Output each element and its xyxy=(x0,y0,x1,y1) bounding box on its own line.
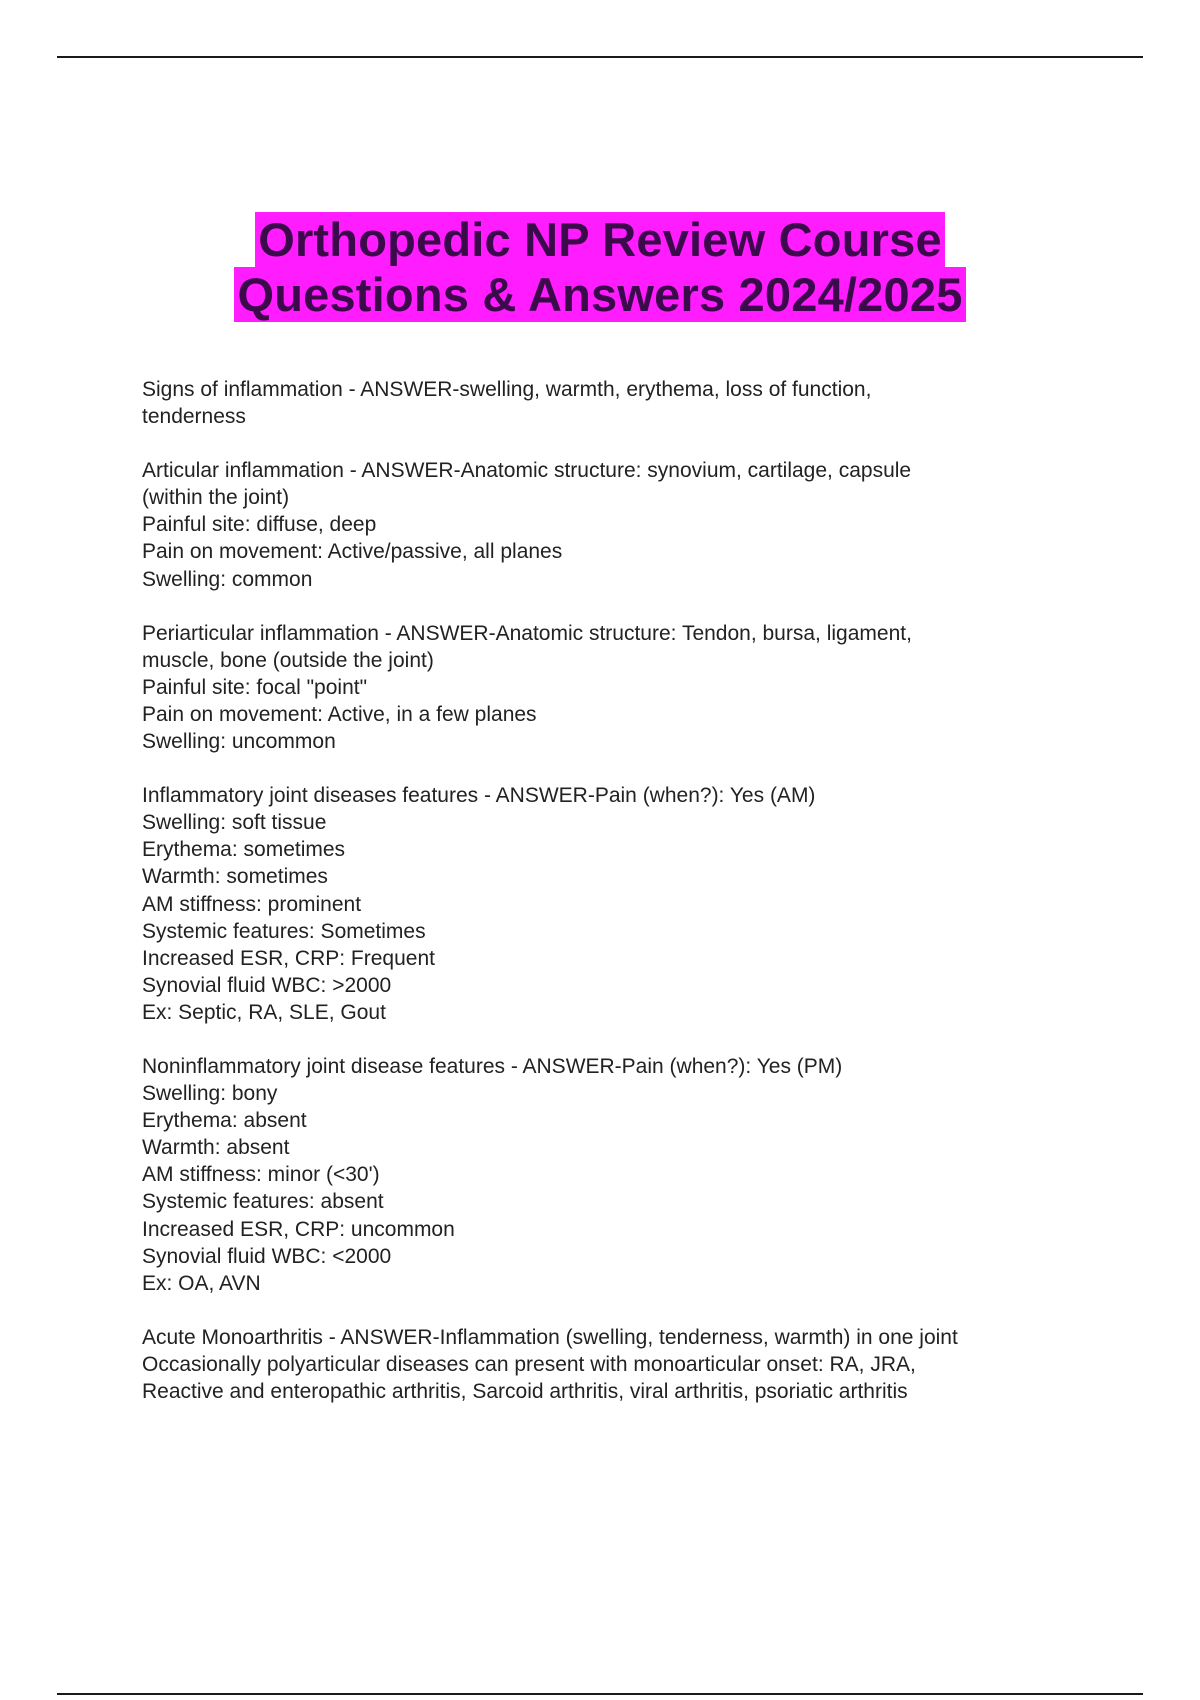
document-title xyxy=(0,212,1200,322)
qa-entry-answer-line: Increased ESR, CRP: Frequent xyxy=(142,946,435,970)
qa-entry-answer-line: Ex: Septic, RA, SLE, Gout xyxy=(142,1000,386,1024)
qa-entry-answer-line: Synovial fluid WBC: >2000 xyxy=(142,973,392,997)
qa-entry xyxy=(142,1053,1082,1297)
qa-entry-answer-line: tenderness xyxy=(142,405,246,429)
top-rule xyxy=(57,56,1143,58)
qa-entry-answer-line: Occasionally polyarticular diseases can present with monoarticular onset: RA, JRA, xyxy=(142,1352,916,1376)
qa-entry-answer-line: Systemic features: Sometimes xyxy=(142,919,426,943)
qa-entry-answer-line: Warmth: absent xyxy=(142,1136,290,1160)
qa-entry-question-line: Acute Monoarthritis - ANSWER-Inflammation (swelling, tenderness, warmth) in one joint xyxy=(142,1325,958,1349)
qa-entry-question-line: Inflammatory joint diseases features - ANSWER-Pain (when?): Yes (AM) xyxy=(142,784,816,808)
title-line-2: Questions & Answers 2024/2025 xyxy=(234,267,965,322)
qa-entry xyxy=(142,620,1082,755)
qa-entry-answer-line: Painful site: focal "point" xyxy=(142,675,368,699)
title-line-1: Orthopedic NP Review Course xyxy=(255,212,945,267)
qa-entry-answer-line: Synovial fluid WBC: <2000 xyxy=(142,1244,392,1268)
qa-entry xyxy=(142,376,1082,430)
qa-entry-answer-line: Swelling: common xyxy=(142,567,313,591)
qa-entry-question-line: Signs of inflammation - ANSWER-swelling, warmth, erythema, loss of function, xyxy=(142,378,872,401)
qa-entry xyxy=(142,1324,1082,1405)
qa-entry-question-line: Articular inflammation - ANSWER-Anatomic structure: synovium, cartilage, capsule xyxy=(142,459,912,483)
qa-entry-question-line: Periarticular inflammation - ANSWER-Anatomic structure: Tendon, bursa, ligament, xyxy=(142,621,912,645)
qa-entry xyxy=(142,782,1082,1026)
qa-entry-answer-line: Increased ESR, CRP: uncommon xyxy=(142,1217,455,1241)
qa-entry-answer-line: Reactive and enteropathic arthritis, Sarcoid arthritis, viral arthritis, psoriatic arthritis xyxy=(142,1380,908,1403)
qa-entry-answer-line: Pain on movement: Active/passive, all planes xyxy=(142,540,563,564)
bottom-rule xyxy=(57,1693,1143,1695)
qa-entry-answer-line: Painful site: diffuse, deep xyxy=(142,513,377,537)
qa-entry-answer-line: AM stiffness: prominent xyxy=(142,892,362,916)
qa-entry-answer-line: AM stiffness: minor (<30') xyxy=(142,1163,380,1187)
qa-entry-answer-line: Pain on movement: Active, in a few planes xyxy=(142,702,537,726)
qa-entry xyxy=(142,457,1082,592)
qa-entry-answer-line: Erythema: absent xyxy=(142,1109,307,1133)
qa-entry-answer-line: muscle, bone (outside the joint) xyxy=(142,648,434,672)
qa-entry-answer-line: Warmth: sometimes xyxy=(142,865,328,889)
qa-entry-question-line: Noninflammatory joint disease features - ANSWER-Pain (when?): Yes (PM) xyxy=(142,1054,843,1078)
qa-content xyxy=(142,376,1082,1432)
qa-entry-answer-line: Systemic features: absent xyxy=(142,1190,384,1214)
qa-entry-answer-line: Swelling: uncommon xyxy=(142,730,336,754)
qa-entry-answer-line: (within the joint) xyxy=(142,486,290,510)
qa-entry-answer-line: Erythema: sometimes xyxy=(142,838,346,862)
qa-entry-answer-line: Swelling: soft tissue xyxy=(142,811,327,835)
qa-entry-answer-line: Ex: OA, AVN xyxy=(142,1271,261,1295)
qa-entry-answer-line: Swelling: bony xyxy=(142,1082,278,1106)
